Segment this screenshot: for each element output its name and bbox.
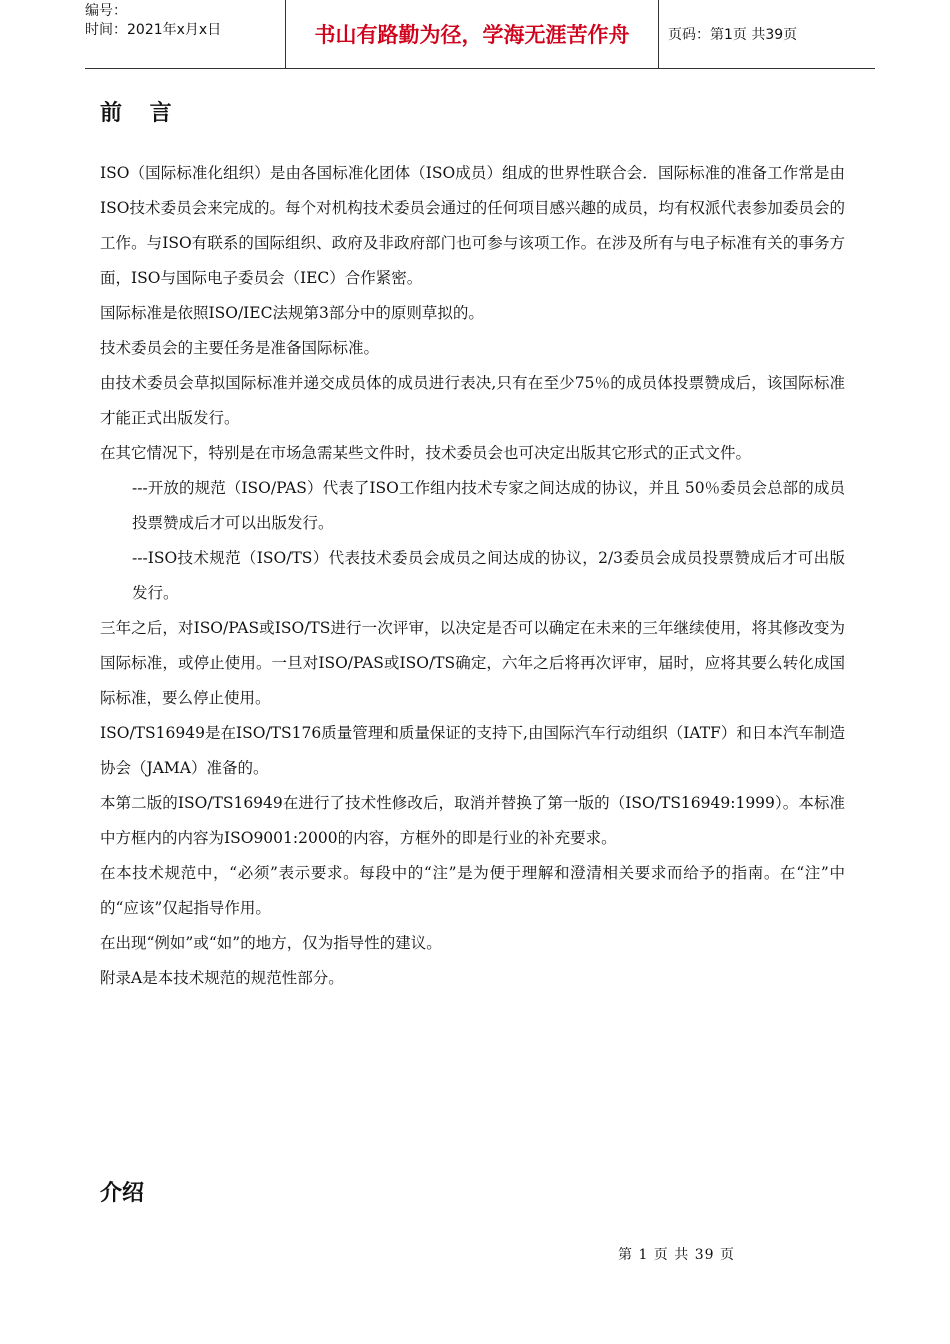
introduction-title: 介绍 [100,1181,145,1206]
page-header [85,0,875,69]
paragraph-annex-a: 附录A是本技术规范的规范性部分。 [100,969,344,987]
preface-title: 前 言 [100,101,182,126]
header-meta-cell [85,0,286,68]
paragraph-review: 三年之后，对ISO/PAS或ISO/TS进行一次评审，以决定是否可以确定在未来的三年继续使用，将其修改变为国际标准，或停止使用。一旦对ISO/PAS或ISO/TS确定，六年之后将再次评审，届时，应将其要么转化成国际标准，要么停止使用。 [100,619,845,707]
paragraph-other-documents: 在其它情况下，特别是在市场急需某些文件时，技术委员会也可决定出版其它形式的正式文件。 [100,444,752,462]
paragraph-examples: 在出现“例如”或“如”的地方，仅为指导性的建议。 [100,934,442,952]
paragraph-shall: 在本技术规范中，“必须”表示要求。每段中的“注”是为便于理解和澄清相关要求而给予的指南。在“注”中的“应该”仅起指导作用。 [100,864,845,917]
paragraph-iso-intro: ISO（国际标准化组织）是由各国标准化团体（ISO成员）组成的世界性联合会．国际标准的准备工作常是由ISO技术委员会来完成的。每个对机构技术委员会通过的任何项目感兴趣的成员，均有权派代表参加委员会的工作。与ISO有联系的国际组织、政府及非政府部门也可参与该项工作。在涉及所有与电子标准有关的事务方面，ISO与国际电子委员会（IEC）合作紧密。 [100,164,845,287]
paragraph-iso-pas: ---开放的规范（ISO/PAS）代表了ISO工作组内技术专家之间达成的协议，并且 50％委员会总部的成员投票赞成后才可以出版发行。 [132,479,845,532]
paragraph-iatf: ISO/TS16949是在ISO/TS176质量管理和质量保证的支持下,由国际汽车行动组织（IATF）和日本汽车制造协会（JAMA）准备的。 [100,724,845,777]
paragraph-second-edition: 本第二版的ISO/TS16949在进行了技术性修改后，取消并替换了第一版的（ISO/TS16949:1999）。本标准中方框内的内容为ISO9001:2000的内容，方框外的即是行业的补充要求。 [100,794,845,847]
header-number-label: 编号： [85,3,127,19]
header-page-info: 页码：第1页 共39页 [668,27,798,43]
paragraph-voting: 由技术委员会草拟国际标准并递交成员体的成员进行表决,只有在至少75％的成员体投票赞成后，该国际标准才能正式出版发行。 [100,374,845,427]
header-motto: 书山有路勤为径，学海无涯苦作舟 [286,0,659,68]
paragraph-committee-task: 技术委员会的主要任务是准备国际标准。 [100,339,380,357]
page-footer: 第 1 页 共 39 页 [618,1247,735,1263]
preface-body [100,156,845,996]
paragraph-drafting-rules: 国际标准是依照ISO/IEC法规第3部分中的原则草拟的。 [100,304,484,322]
paragraph-iso-ts: ---ISO技术规范（ISO/TS）代表技术委员会成员之间达成的协议，2/3委员会成员投票赞成后才可出版发行。 [132,549,845,602]
header-time-label: 时间：2021年x月x日 [85,22,222,38]
